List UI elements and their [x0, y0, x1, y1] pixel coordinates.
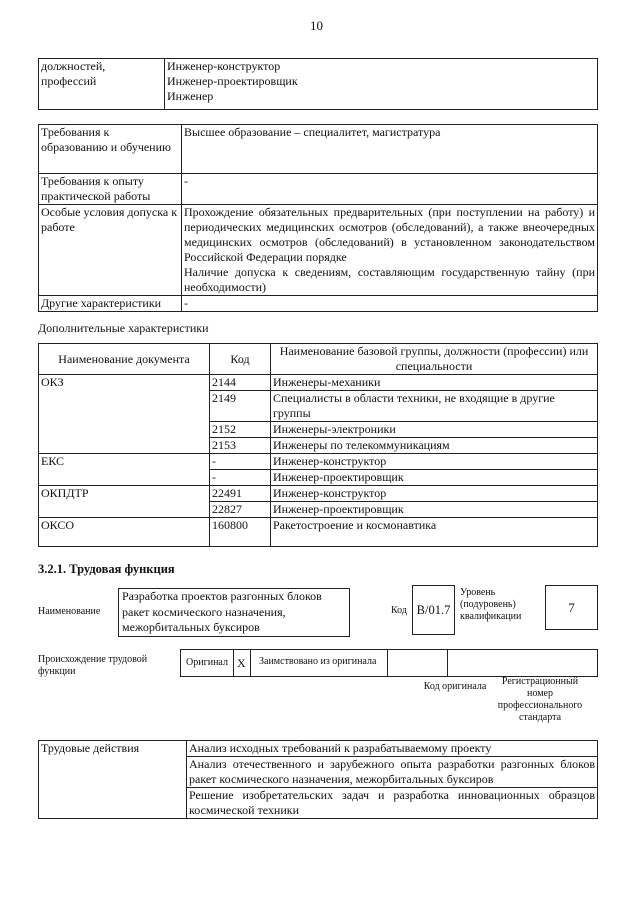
- group-name-cell: Инженеры-механики: [271, 375, 598, 391]
- reg-number-label: Регистрационный номер профессионального стандарта: [497, 676, 583, 723]
- positions-values: [165, 59, 598, 110]
- function-name: Разработка проектов разгонных блоков ракет космического назначения, межорбитальных буксиров: [118, 588, 350, 637]
- requirement-value: Высшее образование – специалитет, магистратура: [182, 125, 598, 174]
- group-name-cell: Инженер-конструктор: [271, 486, 598, 502]
- group-name-cell: Инженер-проектировщик: [271, 470, 598, 486]
- group-name-cell: Инженеры по телекоммуникациям: [271, 438, 598, 454]
- table-row: [39, 518, 598, 547]
- requirements-table: [38, 124, 598, 312]
- requirement-value: -: [182, 296, 598, 312]
- name-label: Наименование: [38, 606, 101, 617]
- actions-table: [38, 740, 598, 819]
- document-name: ОКЗ: [39, 375, 210, 454]
- code-cell: 2144: [210, 375, 271, 391]
- orig-code-label: Код оригинала: [423, 681, 487, 692]
- original-code-cell: [387, 649, 448, 677]
- positions-label: должностей, профессий: [39, 59, 165, 110]
- requirement-value: [182, 205, 598, 296]
- code-cell: 160800: [210, 518, 271, 547]
- position-item: Инженер: [167, 89, 214, 103]
- group-name-cell: Инженеры-электроники: [271, 422, 598, 438]
- requirement-text: Наличие допуска к сведениям, составляющим государственную тайну (при необходимости): [184, 265, 595, 294]
- level-label: Уровень (подуровень) квалификации: [460, 587, 522, 622]
- table-row: [39, 375, 598, 391]
- header-group-name: Наименование базовой группы, должности (профессии) или специальности: [271, 344, 598, 375]
- code-cell: -: [210, 470, 271, 486]
- code-cell: -: [210, 454, 271, 470]
- header-document: Наименование документа: [39, 344, 210, 375]
- requirement-label: Другие характеристики: [39, 296, 182, 312]
- original-cell: Оригинал: [180, 649, 234, 677]
- code-cell: 2149: [210, 391, 271, 422]
- requirement-label: Требования к образованию и обучению: [39, 125, 182, 174]
- requirement-text: Прохождение обязательных предварительных (при поступлении на работу) и периодических медицинских осмотров (обследований), а также внеочередных медицинских осмотров (обследований) в установленном законодательством Российской Федерации порядке: [184, 205, 595, 264]
- position-item: Инженер-проектировщик: [167, 74, 298, 88]
- action-item: Анализ отечественного и зарубежного опыта разработки разгонных блоков ракет космического назначения, межорбитальных буксиров: [187, 757, 598, 788]
- code-cell: 22827: [210, 502, 271, 518]
- code-cell: 2152: [210, 422, 271, 438]
- requirement-label: Особые условия допуска к работе: [39, 205, 182, 296]
- code-label: Код: [391, 605, 407, 616]
- group-name-cell: Инженер-проектировщик: [271, 502, 598, 518]
- action-item: Анализ исходных требований к разрабатываемому проекту: [187, 741, 598, 757]
- requirement-label: Требования к опыту практической работы: [39, 174, 182, 205]
- document-name: ОКСО: [39, 518, 210, 547]
- code-cell: 22491: [210, 486, 271, 502]
- document-name: ЕКС: [39, 454, 210, 486]
- position-item: Инженер-конструктор: [167, 59, 281, 73]
- function-code: B/01.7: [412, 585, 455, 635]
- actions-label: Трудовые действия: [39, 741, 187, 819]
- code-cell: 2153: [210, 438, 271, 454]
- origin-label: Происхождение трудовой функции: [38, 654, 148, 677]
- page-number: 10: [310, 18, 323, 33]
- action-item: Решение изобретательских задач и разработка инновационных образцов космической техники: [187, 788, 598, 819]
- document-name: ОКПДТР: [39, 486, 210, 518]
- positions-table: [38, 58, 598, 110]
- reg-number-cell: [447, 649, 598, 677]
- group-name-cell: Ракетостроение и космонавтика: [271, 518, 598, 547]
- requirement-value: -: [182, 174, 598, 205]
- borrowed-label: Заимствовано из оригинала: [259, 656, 377, 667]
- borrowed-cell: [250, 649, 388, 677]
- qualification-level: 7: [545, 585, 598, 630]
- table-row: [39, 486, 598, 502]
- group-name-cell: Инженер-конструктор: [271, 454, 598, 470]
- group-name-cell: Специалисты в области техники, не входящие в другие группы: [271, 391, 598, 422]
- original-mark: X: [233, 649, 251, 677]
- table-row: [39, 454, 598, 470]
- additional-title: Дополнительные характеристики: [38, 321, 209, 335]
- additional-table: [38, 343, 598, 547]
- function-heading: 3.2.1. Трудовая функция: [38, 562, 175, 576]
- header-code: Код: [210, 344, 271, 375]
